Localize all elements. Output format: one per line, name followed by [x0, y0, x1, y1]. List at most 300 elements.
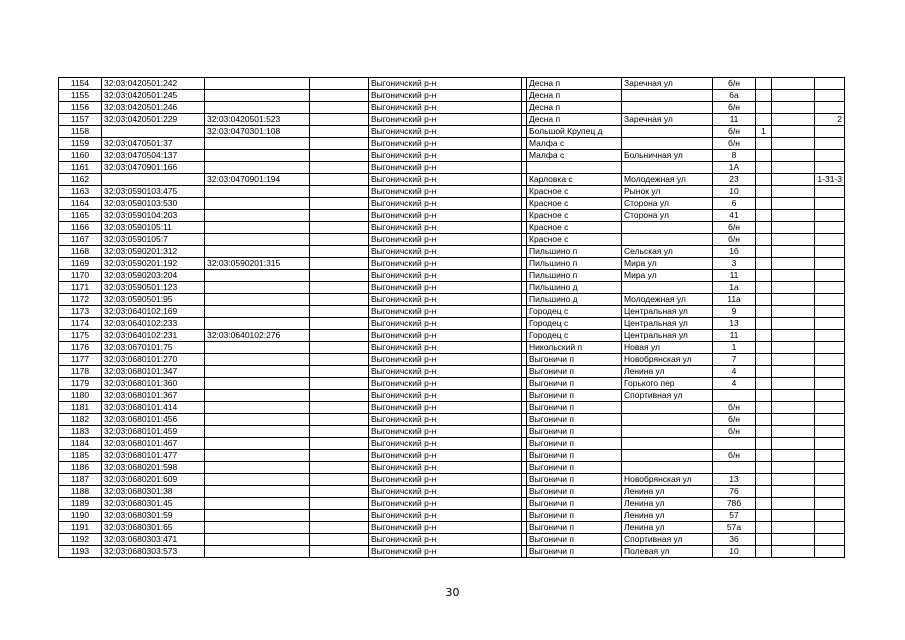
- table-row: [59, 342, 845, 354]
- empty-cell-2: [772, 102, 815, 114]
- cadastral-number-cell: 32:03:0680301:38: [102, 486, 205, 498]
- row-number-cell: 1193: [59, 546, 102, 558]
- empty-cell: [310, 414, 369, 426]
- row-number-cell: 1160: [59, 150, 102, 162]
- cadastral-number-cell: 32:03:0680101:459: [102, 426, 205, 438]
- extra-cell: [815, 186, 845, 198]
- empty-cell-2: [772, 486, 815, 498]
- related-cadastral-cell: [205, 306, 310, 318]
- table-row: [59, 210, 845, 222]
- empty-cell: [310, 138, 369, 150]
- district-cell: Выгоничский р-н: [369, 90, 522, 102]
- cadastral-number-cell: 32:03:0590105:7: [102, 234, 205, 246]
- empty-cell: [310, 546, 369, 558]
- house-number-cell: 1а: [713, 282, 756, 294]
- street-cell: [622, 426, 713, 438]
- cadastral-number-cell: 32:03:0680101:414: [102, 402, 205, 414]
- extra-cell: [815, 450, 845, 462]
- cadastral-number-cell: 32:03:0590201:192: [102, 258, 205, 270]
- district-cell: Выгоничский р-н: [369, 486, 522, 498]
- flag-cell: [756, 402, 772, 414]
- house-number-cell: 57а: [713, 522, 756, 534]
- table-row: [59, 366, 845, 378]
- flag-cell: [756, 354, 772, 366]
- related-cadastral-cell: [205, 222, 310, 234]
- related-cadastral-cell: [205, 234, 310, 246]
- related-cadastral-cell: [205, 246, 310, 258]
- flag-cell: [756, 426, 772, 438]
- settlement-cell: [527, 162, 622, 174]
- district-cell: Выгоничский р-н: [369, 354, 522, 366]
- house-number-cell: б/н: [713, 234, 756, 246]
- settlement-cell: Выгоничи п: [527, 426, 622, 438]
- flag-cell: [756, 522, 772, 534]
- registry-table-body: [59, 78, 845, 558]
- cadastral-number-cell: 32:03:0590501:95: [102, 294, 205, 306]
- row-number-cell: 1164: [59, 198, 102, 210]
- empty-cell-2: [772, 342, 815, 354]
- district-cell: Выгоничский р-н: [369, 126, 522, 138]
- row-number-cell: 1179: [59, 378, 102, 390]
- row-number-cell: 1155: [59, 90, 102, 102]
- extra-cell: [815, 426, 845, 438]
- empty-cell: [310, 210, 369, 222]
- extra-cell: [815, 282, 845, 294]
- related-cadastral-cell: [205, 354, 310, 366]
- empty-cell: [310, 294, 369, 306]
- cadastral-number-cell: 32:03:0470901:166: [102, 162, 205, 174]
- settlement-cell: Выгоничи п: [527, 354, 622, 366]
- table-row: [59, 114, 845, 126]
- empty-cell: [310, 258, 369, 270]
- extra-cell: 2: [815, 114, 845, 126]
- cadastral-number-cell: 32:03:0420501:245: [102, 90, 205, 102]
- house-number-cell: 78б: [713, 498, 756, 510]
- cadastral-number-cell: [102, 174, 205, 186]
- cadastral-number-cell: 32:03:0680303:573: [102, 546, 205, 558]
- empty-cell: [310, 246, 369, 258]
- district-cell: Выгоничский р-н: [369, 294, 522, 306]
- extra-cell: [815, 90, 845, 102]
- flag-cell: [756, 438, 772, 450]
- empty-cell: [310, 306, 369, 318]
- flag-cell: [756, 462, 772, 474]
- empty-cell-2: [772, 150, 815, 162]
- related-cadastral-cell: [205, 282, 310, 294]
- street-cell: Ленина ул: [622, 366, 713, 378]
- district-cell: Выгоничский р-н: [369, 270, 522, 282]
- empty-cell: [310, 342, 369, 354]
- cadastral-number-cell: 32:03:0590203:204: [102, 270, 205, 282]
- empty-cell: [310, 174, 369, 186]
- empty-cell-2: [772, 294, 815, 306]
- row-number-cell: 1192: [59, 534, 102, 546]
- settlement-cell: Выгоничи п: [527, 378, 622, 390]
- empty-cell-2: [772, 318, 815, 330]
- district-cell: Выгоничский р-н: [369, 438, 522, 450]
- house-number-cell: 11а: [713, 294, 756, 306]
- row-number-cell: 1174: [59, 318, 102, 330]
- extra-cell: [815, 546, 845, 558]
- house-number-cell: 13: [713, 318, 756, 330]
- district-cell: Выгоничский р-н: [369, 342, 522, 354]
- table-row: [59, 438, 845, 450]
- table-row: [59, 90, 845, 102]
- row-number-cell: 1188: [59, 486, 102, 498]
- house-number-cell: 11: [713, 330, 756, 342]
- row-number-cell: 1172: [59, 294, 102, 306]
- house-number-cell: 23: [713, 174, 756, 186]
- district-cell: Выгоничский р-н: [369, 78, 522, 90]
- district-cell: Выгоничский р-н: [369, 474, 522, 486]
- extra-cell: [815, 102, 845, 114]
- empty-cell: [310, 270, 369, 282]
- flag-cell: [756, 258, 772, 270]
- empty-cell-2: [772, 390, 815, 402]
- street-cell: [622, 414, 713, 426]
- table-row: [59, 174, 845, 186]
- flag-cell: [756, 102, 772, 114]
- extra-cell: [815, 474, 845, 486]
- street-cell: Молодежная ул: [622, 294, 713, 306]
- row-number-cell: 1187: [59, 474, 102, 486]
- cadastral-number-cell: 32:03:0680201:598: [102, 462, 205, 474]
- street-cell: Горького пер: [622, 378, 713, 390]
- settlement-cell: Большой Крупец д: [527, 126, 622, 138]
- empty-cell: [310, 198, 369, 210]
- extra-cell: [815, 210, 845, 222]
- street-cell: Мира ул: [622, 258, 713, 270]
- related-cadastral-cell: [205, 210, 310, 222]
- empty-cell-2: [772, 246, 815, 258]
- street-cell: Центральная ул: [622, 318, 713, 330]
- house-number-cell: 9: [713, 306, 756, 318]
- extra-cell: [815, 342, 845, 354]
- street-cell: [622, 90, 713, 102]
- district-cell: Выгоничский р-н: [369, 282, 522, 294]
- table-row: [59, 462, 845, 474]
- street-cell: Спортивная ул: [622, 390, 713, 402]
- row-number-cell: 1180: [59, 390, 102, 402]
- house-number-cell: б/н: [713, 222, 756, 234]
- district-cell: Выгоничский р-н: [369, 258, 522, 270]
- empty-cell-2: [772, 306, 815, 318]
- table-row: [59, 246, 845, 258]
- row-number-cell: 1170: [59, 270, 102, 282]
- extra-cell: [815, 222, 845, 234]
- street-cell: Больничная ул: [622, 150, 713, 162]
- flag-cell: [756, 534, 772, 546]
- property-registry-table: [58, 77, 845, 558]
- empty-cell: [310, 534, 369, 546]
- table-row: [59, 282, 845, 294]
- street-cell: Заречная ул: [622, 78, 713, 90]
- flag-cell: [756, 174, 772, 186]
- extra-cell: [815, 246, 845, 258]
- street-cell: [622, 102, 713, 114]
- house-number-cell: 7: [713, 354, 756, 366]
- street-cell: Центральная ул: [622, 330, 713, 342]
- flag-cell: [756, 546, 772, 558]
- cadastral-number-cell: 32:03:0680201:609: [102, 474, 205, 486]
- table-row: [59, 546, 845, 558]
- street-cell: [622, 402, 713, 414]
- row-number-cell: 1154: [59, 78, 102, 90]
- cadastral-number-cell: 32:03:0680303:471: [102, 534, 205, 546]
- district-cell: Выгоничский р-н: [369, 162, 522, 174]
- extra-cell: [815, 78, 845, 90]
- related-cadastral-cell: 32:03:0590201:315: [205, 258, 310, 270]
- district-cell: Выгоничский р-н: [369, 306, 522, 318]
- table-row: [59, 126, 845, 138]
- settlement-cell: Красное с: [527, 198, 622, 210]
- district-cell: Выгоничский р-н: [369, 150, 522, 162]
- house-number-cell: 6а: [713, 90, 756, 102]
- empty-cell-2: [772, 510, 815, 522]
- extra-cell: [815, 522, 845, 534]
- empty-cell-2: [772, 534, 815, 546]
- table-row: [59, 138, 845, 150]
- settlement-cell: Десна п: [527, 90, 622, 102]
- cadastral-number-cell: 32:03:0640102:231: [102, 330, 205, 342]
- empty-cell-2: [772, 198, 815, 210]
- flag-cell: [756, 162, 772, 174]
- row-number-cell: 1166: [59, 222, 102, 234]
- related-cadastral-cell: [205, 414, 310, 426]
- cadastral-number-cell: 32:03:0680101:270: [102, 354, 205, 366]
- settlement-cell: Карловка с: [527, 174, 622, 186]
- flag-cell: [756, 342, 772, 354]
- empty-cell: [310, 474, 369, 486]
- settlement-cell: Выгоничи п: [527, 438, 622, 450]
- settlement-cell: Выгоничи п: [527, 498, 622, 510]
- extra-cell: [815, 150, 845, 162]
- row-number-cell: 1175: [59, 330, 102, 342]
- table-row: [59, 150, 845, 162]
- house-number-cell: 6: [713, 198, 756, 210]
- house-number-cell: [713, 462, 756, 474]
- page-number: 30: [445, 586, 460, 599]
- row-number-cell: 1183: [59, 426, 102, 438]
- empty-cell-2: [772, 546, 815, 558]
- house-number-cell: 57: [713, 510, 756, 522]
- related-cadastral-cell: [205, 162, 310, 174]
- cadastral-number-cell: [102, 126, 205, 138]
- settlement-cell: Выгоничи п: [527, 366, 622, 378]
- house-number-cell: 3: [713, 258, 756, 270]
- house-number-cell: 41: [713, 210, 756, 222]
- table-row: [59, 102, 845, 114]
- cadastral-number-cell: 32:03:0470504:137: [102, 150, 205, 162]
- street-cell: [622, 462, 713, 474]
- house-number-cell: б/н: [713, 78, 756, 90]
- table-row: [59, 414, 845, 426]
- street-cell: Ленина ул: [622, 486, 713, 498]
- district-cell: Выгоничский р-н: [369, 330, 522, 342]
- flag-cell: [756, 150, 772, 162]
- table-row: [59, 294, 845, 306]
- settlement-cell: Городец с: [527, 306, 622, 318]
- extra-cell: [815, 306, 845, 318]
- settlement-cell: Малфа с: [527, 150, 622, 162]
- flag-cell: 1: [756, 126, 772, 138]
- related-cadastral-cell: [205, 294, 310, 306]
- flag-cell: [756, 366, 772, 378]
- district-cell: Выгоничский р-н: [369, 102, 522, 114]
- related-cadastral-cell: 32:03:0640102:276: [205, 330, 310, 342]
- empty-cell-2: [772, 114, 815, 126]
- cadastral-number-cell: 32:03:0420501:242: [102, 78, 205, 90]
- empty-cell: [310, 150, 369, 162]
- district-cell: Выгоничский р-н: [369, 462, 522, 474]
- street-cell: Ленина ул: [622, 498, 713, 510]
- empty-cell-2: [772, 378, 815, 390]
- table-row: [59, 510, 845, 522]
- row-number-cell: 1169: [59, 258, 102, 270]
- related-cadastral-cell: [205, 462, 310, 474]
- district-cell: Выгоничский р-н: [369, 198, 522, 210]
- settlement-cell: Выгоничи п: [527, 546, 622, 558]
- district-cell: Выгоничский р-н: [369, 534, 522, 546]
- extra-cell: [815, 330, 845, 342]
- extra-cell: [815, 318, 845, 330]
- settlement-cell: Выгоничи п: [527, 414, 622, 426]
- empty-cell-2: [772, 354, 815, 366]
- extra-cell: [815, 162, 845, 174]
- flag-cell: [756, 210, 772, 222]
- empty-cell: [310, 222, 369, 234]
- row-number-cell: 1156: [59, 102, 102, 114]
- empty-cell-2: [772, 126, 815, 138]
- row-number-cell: 1163: [59, 186, 102, 198]
- district-cell: Выгоничский р-н: [369, 114, 522, 126]
- empty-cell: [310, 462, 369, 474]
- table-row: [59, 234, 845, 246]
- related-cadastral-cell: [205, 534, 310, 546]
- district-cell: Выгоничский р-н: [369, 498, 522, 510]
- flag-cell: [756, 186, 772, 198]
- empty-cell-2: [772, 78, 815, 90]
- table-row: [59, 186, 845, 198]
- extra-cell: [815, 198, 845, 210]
- district-cell: Выгоничский р-н: [369, 366, 522, 378]
- extra-cell: [815, 126, 845, 138]
- house-number-cell: 4: [713, 378, 756, 390]
- table-row: [59, 222, 845, 234]
- table-row: [59, 162, 845, 174]
- flag-cell: [756, 246, 772, 258]
- empty-cell: [310, 186, 369, 198]
- row-number-cell: 1189: [59, 498, 102, 510]
- street-cell: Новобрянская ул: [622, 354, 713, 366]
- district-cell: Выгоничский р-н: [369, 546, 522, 558]
- empty-cell: [310, 486, 369, 498]
- related-cadastral-cell: [205, 450, 310, 462]
- empty-cell-2: [772, 498, 815, 510]
- flag-cell: [756, 90, 772, 102]
- related-cadastral-cell: [205, 102, 310, 114]
- flag-cell: [756, 234, 772, 246]
- district-cell: Выгоничский р-н: [369, 402, 522, 414]
- empty-cell: [310, 126, 369, 138]
- related-cadastral-cell: [205, 342, 310, 354]
- extra-cell: [815, 402, 845, 414]
- extra-cell: [815, 534, 845, 546]
- empty-cell: [310, 498, 369, 510]
- street-cell: Ленина ул: [622, 510, 713, 522]
- empty-cell-2: [772, 222, 815, 234]
- row-number-cell: 1186: [59, 462, 102, 474]
- house-number-cell: б/н: [713, 102, 756, 114]
- table-row: [59, 270, 845, 282]
- related-cadastral-cell: [205, 486, 310, 498]
- empty-cell: [310, 102, 369, 114]
- cadastral-number-cell: 32:03:0420501:229: [102, 114, 205, 126]
- street-cell: Заречная ул: [622, 114, 713, 126]
- settlement-cell: Выгоничи п: [527, 510, 622, 522]
- row-number-cell: 1171: [59, 282, 102, 294]
- cadastral-number-cell: 32:03:0680101:467: [102, 438, 205, 450]
- empty-cell: [310, 366, 369, 378]
- street-cell: [622, 234, 713, 246]
- district-cell: Выгоничский р-н: [369, 186, 522, 198]
- settlement-cell: Десна п: [527, 114, 622, 126]
- table-row: [59, 258, 845, 270]
- related-cadastral-cell: [205, 546, 310, 558]
- cadastral-number-cell: 32:03:0680301:45: [102, 498, 205, 510]
- related-cadastral-cell: [205, 90, 310, 102]
- empty-cell-2: [772, 270, 815, 282]
- extra-cell: [815, 510, 845, 522]
- flag-cell: [756, 378, 772, 390]
- flag-cell: [756, 330, 772, 342]
- settlement-cell: Выгоничи п: [527, 462, 622, 474]
- cadastral-number-cell: 32:03:0640102:169: [102, 306, 205, 318]
- street-cell: Спортивная ул: [622, 534, 713, 546]
- row-number-cell: 1182: [59, 414, 102, 426]
- extra-cell: [815, 462, 845, 474]
- extra-cell: [815, 270, 845, 282]
- row-number-cell: 1165: [59, 210, 102, 222]
- table-row: [59, 498, 845, 510]
- related-cadastral-cell: [205, 198, 310, 210]
- related-cadastral-cell: [205, 378, 310, 390]
- settlement-cell: Выгоничи п: [527, 522, 622, 534]
- house-number-cell: 11: [713, 270, 756, 282]
- house-number-cell: 1: [713, 342, 756, 354]
- table-row: [59, 534, 845, 546]
- street-cell: Полевая ул: [622, 546, 713, 558]
- cadastral-number-cell: 32:03:0680301:59: [102, 510, 205, 522]
- related-cadastral-cell: [205, 150, 310, 162]
- empty-cell: [310, 522, 369, 534]
- table-row: [59, 306, 845, 318]
- settlement-cell: Красное с: [527, 186, 622, 198]
- house-number-cell: [713, 390, 756, 402]
- table-row: [59, 522, 845, 534]
- empty-cell-2: [772, 366, 815, 378]
- empty-cell: [310, 450, 369, 462]
- table-row: [59, 474, 845, 486]
- cadastral-number-cell: 32:03:0680301:65: [102, 522, 205, 534]
- table-row: [59, 198, 845, 210]
- house-number-cell: 11: [713, 114, 756, 126]
- row-number-cell: 1177: [59, 354, 102, 366]
- empty-cell: [310, 390, 369, 402]
- empty-cell-2: [772, 462, 815, 474]
- cadastral-number-cell: 32:03:0470501:37: [102, 138, 205, 150]
- district-cell: Выгоничский р-н: [369, 510, 522, 522]
